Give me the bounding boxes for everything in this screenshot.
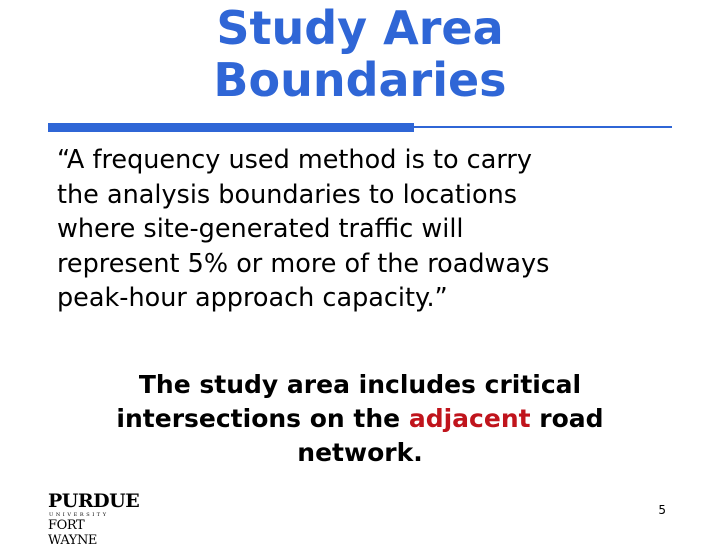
slide-title [0, 2, 720, 106]
logo-line-3: FORT WAYNE [48, 518, 98, 548]
quote-paragraph [57, 143, 677, 316]
quote-line-3: where site-generated traffic will [57, 214, 464, 244]
logo-line-2: UNIVERSITY [49, 512, 109, 518]
title-underline-thick [48, 123, 414, 132]
statement-text-after: road [530, 404, 604, 433]
statement-line-1: The study area includes critical [138, 370, 582, 399]
slide-title-line-2: Boundaries [213, 53, 507, 107]
slide-title-line-1: Study Area [216, 1, 504, 55]
statement-text-before: intersections on the [116, 404, 409, 433]
page-number: 5 [658, 503, 666, 517]
title-underline-thin [414, 126, 672, 128]
statement-paragraph [40, 368, 680, 470]
quote-line-5: peak-hour approach capacity.” [57, 283, 448, 313]
quote-line-4: represent 5% or more of the roadways [57, 248, 550, 279]
highlighted-word: adjacent [408, 404, 531, 433]
purdue-fort-wayne-logo [48, 490, 140, 548]
logo-line-1: PURDUE [48, 490, 140, 512]
statement-line-2 [40, 402, 680, 436]
statement-line-3: network. [297, 438, 423, 467]
quote-line-1: “A frequency used method is to carry [57, 145, 532, 175]
quote-line-2: the analysis boundaries to locations [57, 179, 518, 210]
